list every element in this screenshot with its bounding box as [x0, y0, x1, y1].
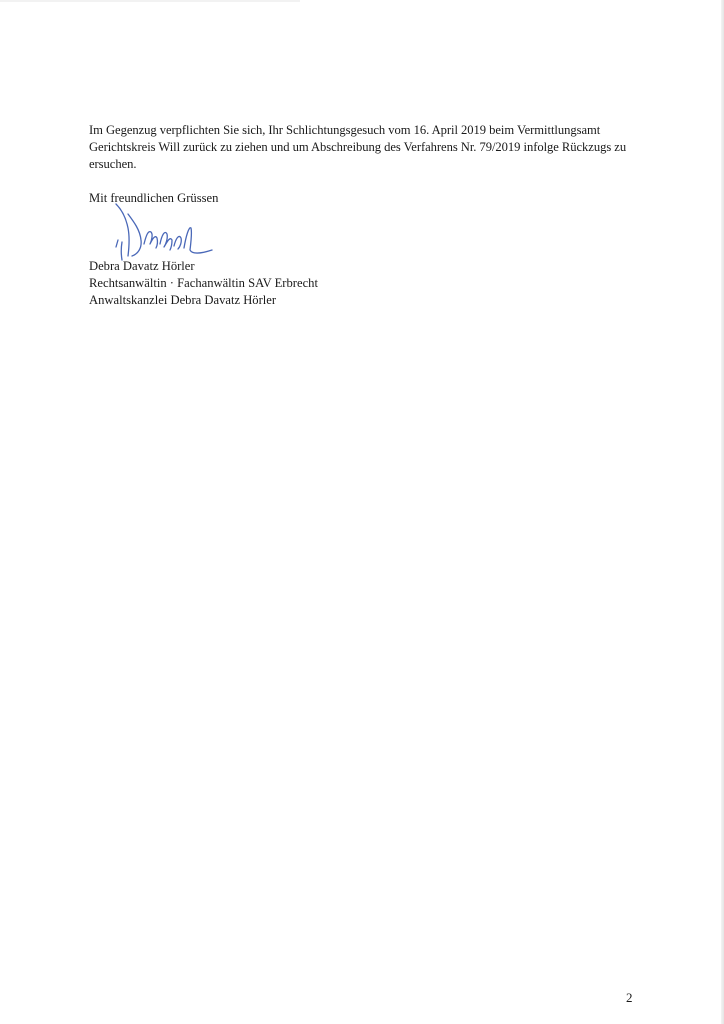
signature-block	[89, 258, 318, 309]
handwritten-signature	[104, 200, 214, 262]
page-edge-top	[0, 0, 300, 2]
signatory-name: Debra Davatz Hörler	[89, 259, 195, 273]
body-paragraph: Im Gegenzug verpflichten Sie sich, Ihr Schlichtungsgesuch vom 16. April 2019 beim Vermittlungsamt Gerichtskreis Will zurück zu ziehen und um Abschreibung des Verfahrens Nr. 79/2019 infolge Rückzugs zu ersuchen.	[89, 123, 627, 171]
signatory-firm: Anwaltskanzlei Debra Davatz Hörler	[89, 293, 277, 307]
closing-salutation: Mit freundlichen Grüssen	[89, 191, 219, 205]
page-number: 2	[626, 990, 633, 1005]
signatory-title: Rechtsanwältin · Fachanwältin SAV Erbrecht	[89, 276, 318, 290]
